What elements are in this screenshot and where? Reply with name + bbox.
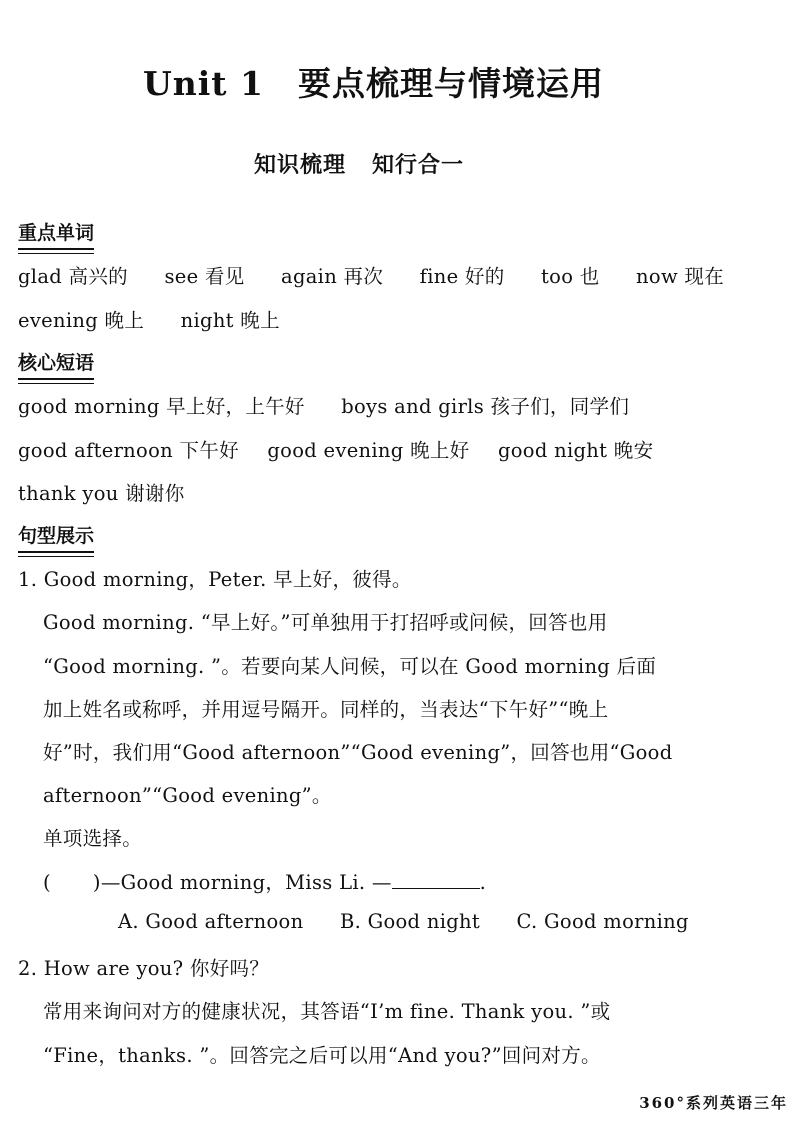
phrases-line-1 (18, 391, 629, 419)
title-text: 要点梳理与情境运用 (298, 64, 605, 103)
question-text: )—Good morning，Miss Li. — (92, 871, 392, 894)
answer-paren-open: ( (43, 871, 51, 894)
sentence-item-1: 1. Good morning，Peter. 早上好，彼得。 (18, 568, 412, 591)
vocab-word: night 晚上 (180, 309, 280, 332)
question-end: . (479, 871, 487, 894)
footer-series-label: 360°系列英语三年 (639, 1094, 788, 1112)
vocab-heading: 重点单词 (18, 218, 94, 250)
option-b: B. Good night (339, 910, 481, 933)
exercise-question (43, 867, 486, 895)
subtitle-left: 知识梳理 (254, 152, 347, 178)
sentence-item-2: 2. How are you? 你好吗？ (18, 957, 270, 980)
phrases-heading: 核心短语 (18, 348, 94, 380)
phrase: good afternoon 下午好 (18, 439, 239, 462)
sentences-heading: 句型展示 (18, 521, 94, 553)
exercise-options (118, 910, 689, 933)
vocab-word: see 看见 (164, 265, 245, 288)
phrase: thank you 谢谢你 (18, 482, 185, 505)
answer-blank[interactable] (392, 872, 480, 889)
explanation-line: 好”时，我们用“Good afternoon”“Good evening”，回答也用“Good (43, 741, 673, 764)
section-subtitle (254, 148, 464, 179)
phrase: boys and girls 孩子们，同学们 (341, 395, 630, 418)
option-c: C. Good morning (516, 910, 689, 933)
explanation-line: afternoon”“Good evening”。 (43, 784, 332, 807)
explanation-line: Good morning. “早上好。”可单独用于打招呼或问候，回答也用 (43, 611, 608, 634)
unit-label: Unit 1 (143, 64, 265, 103)
page-title (143, 58, 604, 105)
vocab-word: evening 晚上 (18, 309, 145, 332)
vocab-word: fine 好的 (419, 265, 505, 288)
explanation-line: “Fine，thanks. ”。回答完之后可以用“And you?”回问对方。 (43, 1044, 601, 1067)
explanation-line: “Good morning. ”。若要向某人问候，可以在 Good morning 后面 (43, 655, 657, 678)
vocab-line-2 (18, 305, 280, 333)
vocab-word: now 现在 (636, 265, 725, 288)
vocab-line-1 (18, 261, 724, 289)
explanation-line: 常用来询问对方的健康状况，其答语“I’m fine. Thank you. ”或 (43, 1000, 611, 1023)
option-a: A. Good afternoon (118, 910, 304, 933)
explanation-line: 加上姓名或称呼，并用逗号隔开。同样的，当表达“下午好”“晚上 (43, 698, 609, 721)
vocab-word: glad 高兴的 (18, 265, 128, 288)
phrase: good morning 早上好，上午好 (18, 395, 305, 418)
subtitle-right: 知行合一 (372, 152, 465, 178)
phrases-line-3 (18, 478, 185, 506)
vocab-word: again 再次 (281, 265, 384, 288)
exercise-label: 单项选择。 (43, 827, 143, 850)
phrase: good night 晚安 (497, 439, 654, 462)
vocab-word: too 也 (541, 265, 600, 288)
phrases-line-2 (18, 435, 653, 463)
phrase: good evening 晚上好 (267, 439, 470, 462)
